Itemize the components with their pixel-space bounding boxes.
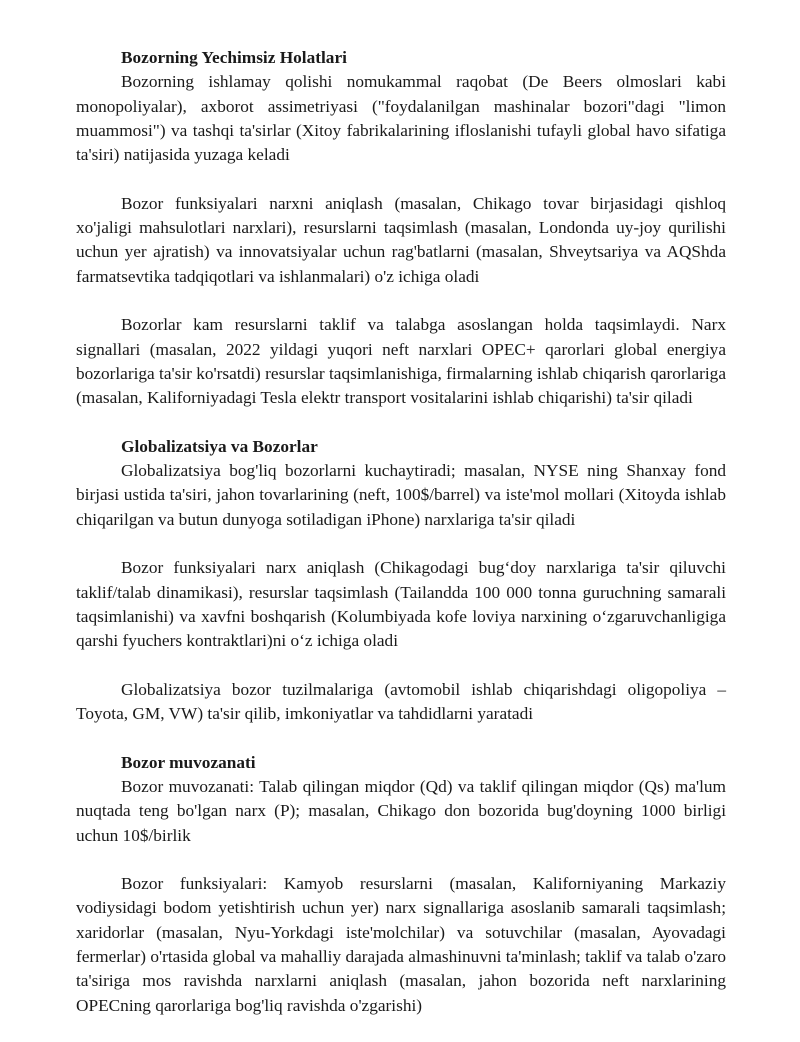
paragraph: Globalizatsiya bozor tuzilmalariga (avtomobil ishlab chiqarishdagi oligopoliya – Toyota, GM, VW) ta'sir qilib, imkoniyatlar va tahdidlarni yaratadi [76,679,726,724]
paragraph: Globalizatsiya bog'liq bozorlarni kuchaytiradi; masalan, NYSE ning Shanxay fond birjasi ustida ta'siri, jahon tovarlarining (neft, 100$/barrel) va iste'mol mollari (Xitoyda ishlab chiqarilgan va butun dunyoga sotiladigan iPhone) narxlariga ta'sir qiladi [76,461,726,529]
paragraph: Bozor funksiyalari narx aniqlash (Chikagodagi bug‘doy narxlariga ta'sir qiluvchi taklif/talab dinamikasi), resurslar taqsimlash (Tailandda 100 000 tonna guruchning samarali taqsimlanishi) va xavfni boshqarish (Kolumbiyada kofe loviya narxining o‘zgaruvchanligiga qarshi fyuchers kontraktlari)ni o‘z ichiga oladi [76,558,726,651]
paragraph: Bozor muvozanati: Talab qilingan miqdor (Qd) va taklif qilingan miqdor (Qs) ma'lum nuqtada teng bo'lgan narx (P); masalan, Chikago don bozorida bug'doyning 1000 birligi uchun 10$/birlik [76,776,726,845]
paragraph: Bozorning ishlamay qolishi nomukammal raqobat (De Beers olmoslari kabi monopoliyalar), axborot assimetriyasi ("foydalanilgan mashinalar bozori"dagi "limon muammosi") va tashqi ta'sirlar (Xitoy fabrikalarining ifloslanishi tufayli global havo sifatiga ta'siri) natijasida yuzaga keladi [76,72,726,165]
document-page [76,46,726,1042]
section-heading: Bozorning Yechimsiz Holatlari [121,48,347,67]
section-market-equilibrium [76,751,726,1018]
section-heading: Bozor muvozanati [121,752,256,772]
section-globalization [76,435,726,727]
section-market-failures [76,46,726,410]
paragraph: Bozor funksiyalari narxni aniqlash (masalan, Chikago tovar birjasidagi qishloq xo'jaligi mahsulotlari narxlari), resurslarni taqsimlash (masalan, Londonda uy-joy qurilishi uchun yer ajratish) va innovatsiyalar uchun rag'batlarni (masalan, Shveytsariya va AQShda farmatsevtika tadqiqotlari va ishlanmalari) o'z ichiga oladi [76,193,726,286]
section-heading: Globalizatsiya va Bozorlar [121,436,318,456]
paragraph: Bozorlar kam resurslarni taklif va talabga asoslangan holda taqsimlaydi. Narx signallari (masalan, 2022 yildagi yuqori neft narxlari OPEC+ qarorlari global energiya bozorlariga ta'sir ko'rsatdi) resurslar taqsimlanishiga, firmalarning ishlab chiqarish qarorlariga (masalan, Kaliforniyadagi Tesla elektr transport vositalarini ishlab chiqarishi) ta'sir qiladi [76,315,726,408]
paragraph: Bozor funksiyalari: Kamyob resurslarni (masalan, Kaliforniyaning Markaziy vodiysidagi bodom yetishtirish uchun yer) narx signallariga asoslanib samarali taqsimlash; xaridorlar (masalan, Nyu-Yorkdagi iste'molchilar) va sotuvchilar (masalan, Ayovadagi fermerlar) o'rtasida global va mahalliy darajada almashinuvni ta'minlash; taklif va talab o'zaro ta'siriga mos ravishda narxlarni aniqlash (masalan, jahon bozorida neft narxlarining OPECning qarorlariga bog'liq ravishda o'zgarishi) [76,874,726,1015]
